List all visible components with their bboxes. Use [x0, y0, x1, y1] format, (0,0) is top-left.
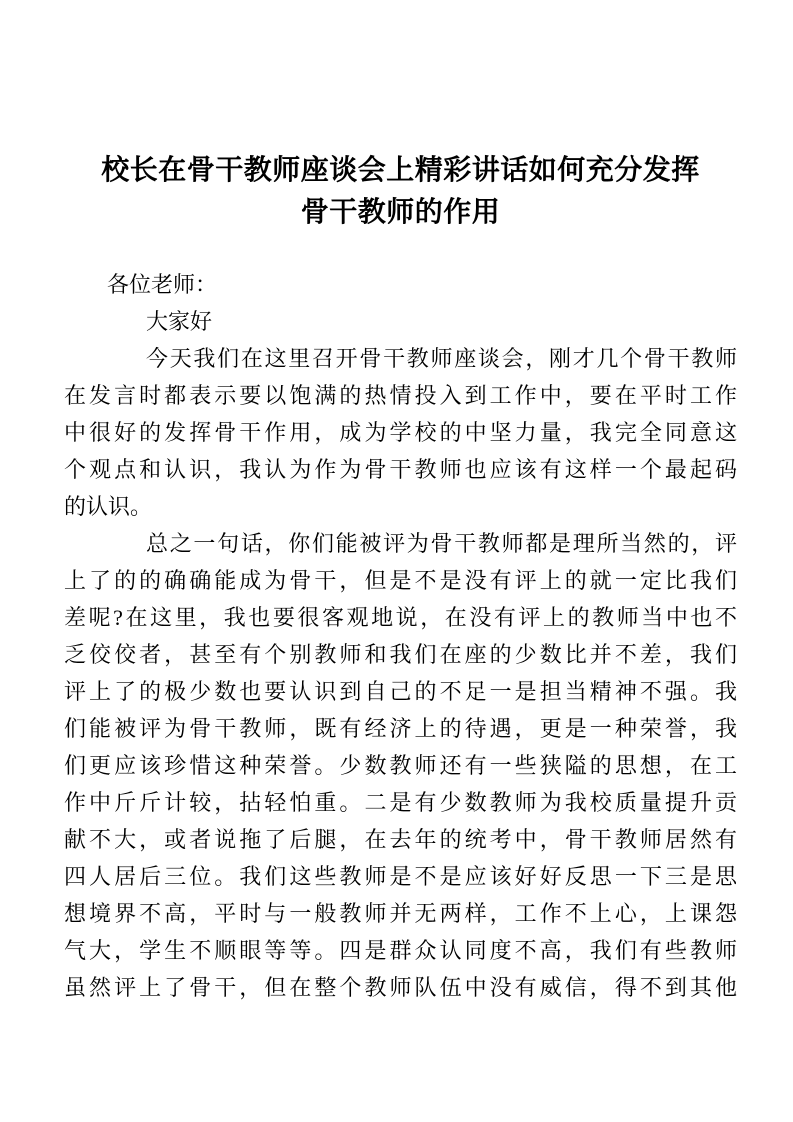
body-line: 虽然评上了骨干，但在整个教师队伍中没有威信，得不到其他	[64, 975, 737, 1000]
body-line: 作中斤斤计较，拈轻怕重。二是有少数教师为我校质量提升贡	[64, 790, 737, 815]
body-line: 评上了的极少数也要认识到自己的不足一是担当精神不强。我	[64, 679, 737, 704]
body-line: 大家好	[146, 309, 213, 334]
body-line: 们能被评为骨干教师，既有经济上的待遇，更是一种荣誉，我	[64, 716, 737, 741]
document-title-line-1: 校长在骨干教师座谈会上精彩讲话如何充分发挥	[101, 155, 700, 186]
body-line: 个观点和认识，我认为作为骨干教师也应该有这样一个最起码	[64, 457, 737, 482]
body-line: 上了的的确确能成为骨干，但是不是没有评上的就一定比我们	[64, 568, 737, 593]
body-line: 差呢?在这里，我也要很客观地说，在没有评上的教师当中也不	[64, 605, 737, 630]
body-line: 乏佼佼者，甚至有个别教师和我们在座的少数比并不差，我们	[64, 642, 737, 667]
body-line: 四人居后三位。我们这些教师是不是应该好好反思一下三是思	[64, 864, 737, 889]
body-line: 在发言时都表示要以饱满的热情投入到工作中，要在平时工作	[64, 383, 737, 408]
body-line: 今天我们在这里召开骨干教师座谈会，刚才几个骨干教师	[146, 346, 737, 371]
salutation-line: 各位老师：	[107, 272, 218, 297]
document-title	[64, 150, 737, 234]
body-line: 想境界不高，平时与一般教师并无两样，工作不上心，上课怨	[64, 901, 737, 926]
body-line: 献不大，或者说拖了后腿，在去年的统考中，骨干教师居然有	[64, 827, 737, 852]
body-line: 总之一句话，你们能被评为骨干教师都是理所当然的，评	[146, 531, 737, 556]
body-line: 气大，学生不顺眼等等。四是群众认同度不高，我们有些教师	[64, 938, 737, 963]
document-title-line-2: 骨干教师的作用	[300, 197, 501, 228]
body-line: 中很好的发挥骨干作用，成为学校的中坚力量，我完全同意这	[64, 420, 737, 445]
document-body	[64, 266, 737, 1006]
body-line: 们更应该珍惜这种荣誉。少数教师还有一些狭隘的思想，在工	[64, 753, 737, 778]
body-line: 的认识。	[64, 494, 153, 519]
